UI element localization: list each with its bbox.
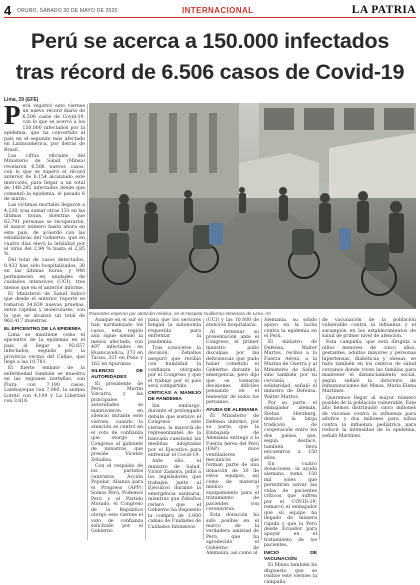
paragraph: Lima se mantiene como el epicentro de la epidemia en el país, al llegar a 92.657 infectados, seguido por la provincia vecina del Callao, que llegó a las 10.781. [4,333,85,366]
column-5 [264,318,317,585]
dropcap: P [4,100,21,130]
news-photo [89,103,416,309]
paragraph: El Ministerio de Salud indicó que desde el anterior reporte se tomaron 34.839 nuevas pruebas, entre rápidas y moleculares, con lo que se alcanzó un total de 963.417 muestras. [4,291,85,325]
page-header [4,4,416,18]
paragraph: de vacunación de la población vulnerable contra la influenza y el sarampión en los establecimientos de salud de primer nivel de atención. [322,318,416,340]
subheading: AYUDA DE ALEMANIA [206,407,258,413]
column-3 [148,318,201,542]
paragraph: Las cifras oficiales del Ministerio de Salud (Minsa) revelaron 6.506 nuevos casos, con lo que se superó el récord anterior de 6.154 alcanzado este miércoles, para llegar a un total de 148.285 infectados desde que comenzó la epidemia, el pasado 6 de marzo. [4,153,85,203]
subheading: INICIO DE VACUNACIÓN [264,550,317,562]
paragraph: Esta donación ha sido posible en el marco de la verdadera amistad de Perú, que ha agradecido el Gobierno de Alemania, así como al [206,513,259,557]
paragraph: Queremos llegar al mayor número posible de la población vulnerable. Este año hemos distribuido cinco millones de vacunas contra la influenza para adultos y dos millones para niños contra la influenza pediátrica para reducir la intensidad de la epidemia, señaló Martínez. [322,395,416,439]
paragraph: para que los sectores tengan la autonomía requerida para enfrentar la pandemia. [148,318,201,345]
headline-line-2: tras récord de 6.506 casos de Covid-19 [15,60,405,84]
paragraph: Por su parte, el embajador alemán, Stefan Herzberg, destacó la larga tradición de cooperación entre los dos países, que, según destacó, también lleva encuentros a 150 años. [264,400,317,461]
photo-caption: Pacientes esperan por atención médica, en el Hospital Guillermo Almenara de Lima.-/m [89,311,271,316]
paragraph: El Ministerio de Defensa informó, por su parte, que la Embajada de Alemania entregó a la Fuerza Aérea del Perú (FAP) doce ventiladores mecánicos que forman parte de una donación de 30 de estos equipos, así como de material médico y equipamiento para el tratamiento de pacientes con coronavirus. [206,414,259,513]
paragraph: El Minsa también ha dispuesto que se realice este viernes la campaña [264,563,317,585]
date-line: ORURO, SÁBADO 30 DE MAYO DE 2020 [17,8,118,14]
paragraph: Ante ello, el ministro de Salud, Víctor Zamora, pidió a los legisladores que trabajen junto al Ejecutivo durante la emergencia sanitaria, mientras que Zeballos reiteró que el Gobierno ha dispuesto la compra de 1.000 camas de Unidades de Cuidados Intensivos [148,459,201,530]
headline [4,26,416,88]
headline-line-1: Perú se acerca a 150.000 infectados [30,29,390,53]
paragraph: Sin embargo, durante el prolongado debate que sostuvo el Congreso este viernes, la mayoría de representantes de la bancada cuestionó las medidas adoptadas por el Ejecutivo para enfrentar el Covid-19. [148,403,201,459]
paragraph: Alemania, su sólido apoyo en la lucha contra la epidemia en el Perú. [264,318,317,340]
subheading: SILENCIO DE AUTORIDADES [91,369,143,381]
paragraph: Tras conocerse la decisión, Zeballos aseguró que recibió con humildad la confianza otorgada por el Congreso y que el trabajo por el país será compartido. [148,345,201,390]
column-6 [322,318,416,542]
paragraph: Esta campaña, que está dirigida a niños menores de cinco años, gestantes, adultos mayores y personas hipertensas, diabéticas y obesas, se hará también en los centros de salud cercanos donde viven las familias para mantener el distanciamiento social, según señaló la directora de Inmunizaciones del Minsa, María Elena Martínez. [322,340,416,395]
paragraph: El presidente de Perú, Martín Vizcarra, y las principales autoridades se mantuvieron en silencio durante este viernes, cuando la atención se centró en el voto de confianza que otorgó el Congreso al gabinete de ministros que preside Vicente Zeballos. [91,381,143,463]
paragraph: Con el respaldo de los partidos centristas Acción Popular, Alianza para el Progreso (APP), Somos Perú, Podemos Perú y el Partido Morado, el Congreso de la República otorgó este viernes el voto de confianza solicitado por el Gobierno [91,463,143,535]
byline: Lima, 29 (EFE) [4,97,39,103]
paragraph: Del total de casos detectados, 8.433 han sido hospitalizados, 38 en las últimas horas, y 940 permanecen en unidades de cuidados intensivos (UCI), tres menos que en el anterior informe. [4,258,85,291]
paragraph: Las víctimas mortales llegaron a 4.230, tras sumar otras 131 en las últimas horas, mientras que 62.791 personas se recuperaron, el mayor número hasta ahora en este país, de acuerdo con las estadísticas del Gobierno, que en cuatro días elevó la letalidad por el virus del 2,94 % hasta el 2,85 %. [4,203,85,258]
intro-paragraph: Perú registró este viernes un nuevo récord diario de 6.506 casos de Covid-19, con lo que se acercó a los 150.000 infectados por la epidemia, que ha convertido al país en el segundo más afectado en Latinoamérica, por detrás de Brasil. [4,100,85,153]
page-number: 4 [4,3,12,18]
column-4 [206,318,259,557]
paragraph: En cuatro donaciones, la ayuda alemana suma 150 mil soles que permitirán salvar las vidas de pacientes críticos que sufren por el COVID-19, remarcó el embajador que su equipo ha llegado de manera rápida y que la Perú desde Ecuador para apoyar en el tratamiento de los pacientes. [264,461,317,549]
subheading: CRÍTICAS A MANEJO DE PANDEMIA [148,391,201,403]
paragraph: El ministro de Defensa, Walter Martos, recibió a la Fuerza Aérea, a la Marina de Guerra y al Ministerio de Salud, sino también por su cercanía y solidaridad, señaló el ministro de Defensa, Walter Martos. [264,340,317,400]
paragraph: El fuerte embate de la enfermedad también se muestra en las regiones norteñas, con Piura con 7.190 casos, Lambayeque con 7.060, la andina Loreto con 4.109 y La Libertad con 3.816. [4,366,85,405]
paragraph: Aunque en el sur se han normalizado los casos, esta región aún sigue siendo la menos afectada, con 497 infectados en Huancavelica, 373 en Tacna, 321 en Puno y 162 en Apurímac. [91,318,143,367]
paragraph: (UCI) y las 10.000 de atención hospitalaria. [206,318,259,329]
subheading: EL EPICENTRO DE LA EPIDEMIA [4,326,81,332]
section-name: INTERNACIONAL [182,6,254,15]
newspaper-logo: LA PATRIA [351,4,416,16]
paragraph: Al terminar su presentación ante el Congreso, el primer ministro pidió disculpas por las deficiencias que pudo haber cometido el Gobierno durante la emergencia, pero dijo que se tomaron decisiones difíciles pensando en el bienestar de todos los peruanos. [206,329,259,406]
column-2 [91,318,143,542]
